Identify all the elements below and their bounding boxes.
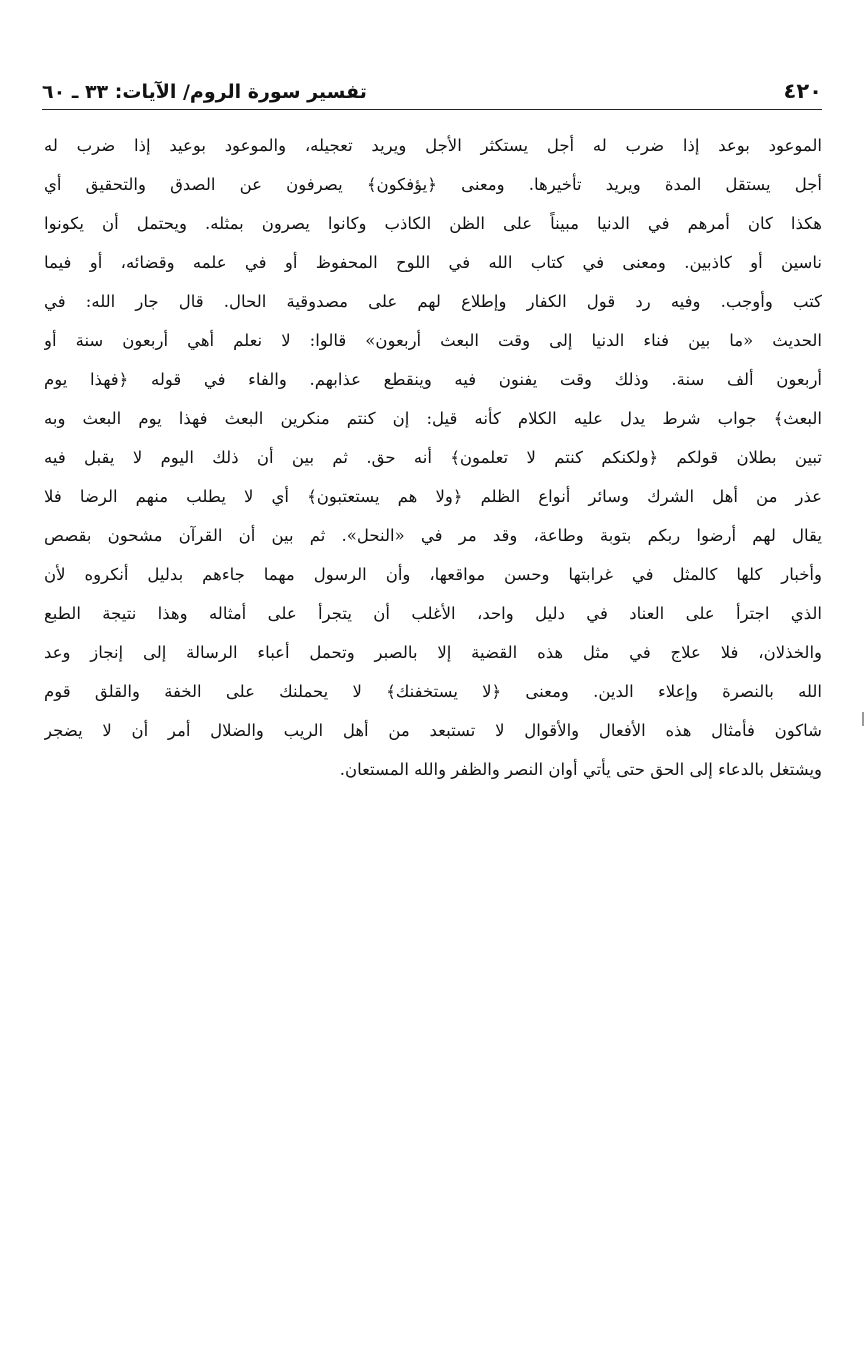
text-line: أجل يستقل المدة ويريد تأخيرها. ومعنى ﴿يؤفكون﴾ يصرفون عن الصدق والتحقيق أي [44,175,822,194]
text-line: تبين بطلان قولكم ﴿ولكنكم كنتم لا تعلمون﴾ أنه حق. ثم بين أن ذلك اليوم لا يقبل فيه [44,448,822,467]
margin-mark [862,712,864,726]
page-number: ٤٢٠ [783,79,822,103]
text-line: كتب وأوجب. وفيه رد قول الكفار وإطلاع لهم على مصدوقية الحال. قال جار الله: في [44,292,822,311]
text-line: الله بالنصرة وإعلاء الدين. ومعنى ﴿لا يستخفنك﴾ لا يحملنك على الخفة والقلق قوم [44,682,822,701]
text-line: البعث﴾ جواب شرط يدل عليه الكلام كأنه قيل: إن كنتم منكرين البعث فهذا يوم البعث وبه [44,409,822,428]
text-line: شاكون فأمثال هذه الأفعال والأقوال لا تستبعد من أهل الريب والضلال أمر أن لا يضجر [44,721,822,740]
commentary-body [44,126,822,789]
text-line: والخذلان، فلا علاج في مثل هذه القضية إلا بالصبر وتحمل أعباء الرسالة إلى إنجاز وعد [44,643,822,662]
text-line: أربعون ألف سنة. وذلك وقت يفنون فيه وينقطع عذابهم. والفاء في قوله ﴿فهذا يوم [44,370,822,389]
text-line: يقال لهم أرضوا ربكم بتوبة وطاعة، وقد مر في «النحل». ثم بين أن القرآن مشحون بقصص [44,526,822,545]
text-line: هكذا كان أمرهم في الدنيا مبيناً على الظن الكاذب وكانوا يصرون بمثله. ويحتمل أن يكونوا [44,214,822,233]
text-line: الحديث «ما بين فناء الدنيا إلى وقت البعث أربعون» قالوا: لا نعلم أهي أربعون سنة أو [44,331,822,350]
text-line-final: ويشتغل بالدعاء إلى الحق حتى يأتي أوان النصر والظفر والله المستعان. [339,760,822,779]
text-line: الذي اجترأ على العناد في دليل واحد، الأغلب أن يتجرأ على أمثاله وهذا نتيجة الطبع [44,604,822,623]
text-line: الموعود بوعد إذا ضرب له أجل يستكثر الأجل ويريد تعجيله، والموعود بوعيد إذا ضرب له [44,136,822,155]
page-header [42,70,822,110]
text-line: ناسين أو كاذبين. ومعنى في كتاب الله في اللوح المحفوظ أو في علمه وقضائه، أو فيما [44,253,822,272]
running-title: تفسير سورة الروم/ الآيات: ٣٣ ـ ٦٠ [42,81,367,103]
text-line: عذر من أهل الشرك وسائر أنواع الظلم ﴿ولا هم يستعتبون﴾ أي لا يطلب منهم الرضا فلا [44,487,822,506]
text-line: وأخبار كلها كالمثل في غرابتها وحسن مواقعها، وأن الرسول مهما جاءهم بدليل أنكروه لأن [44,565,822,584]
